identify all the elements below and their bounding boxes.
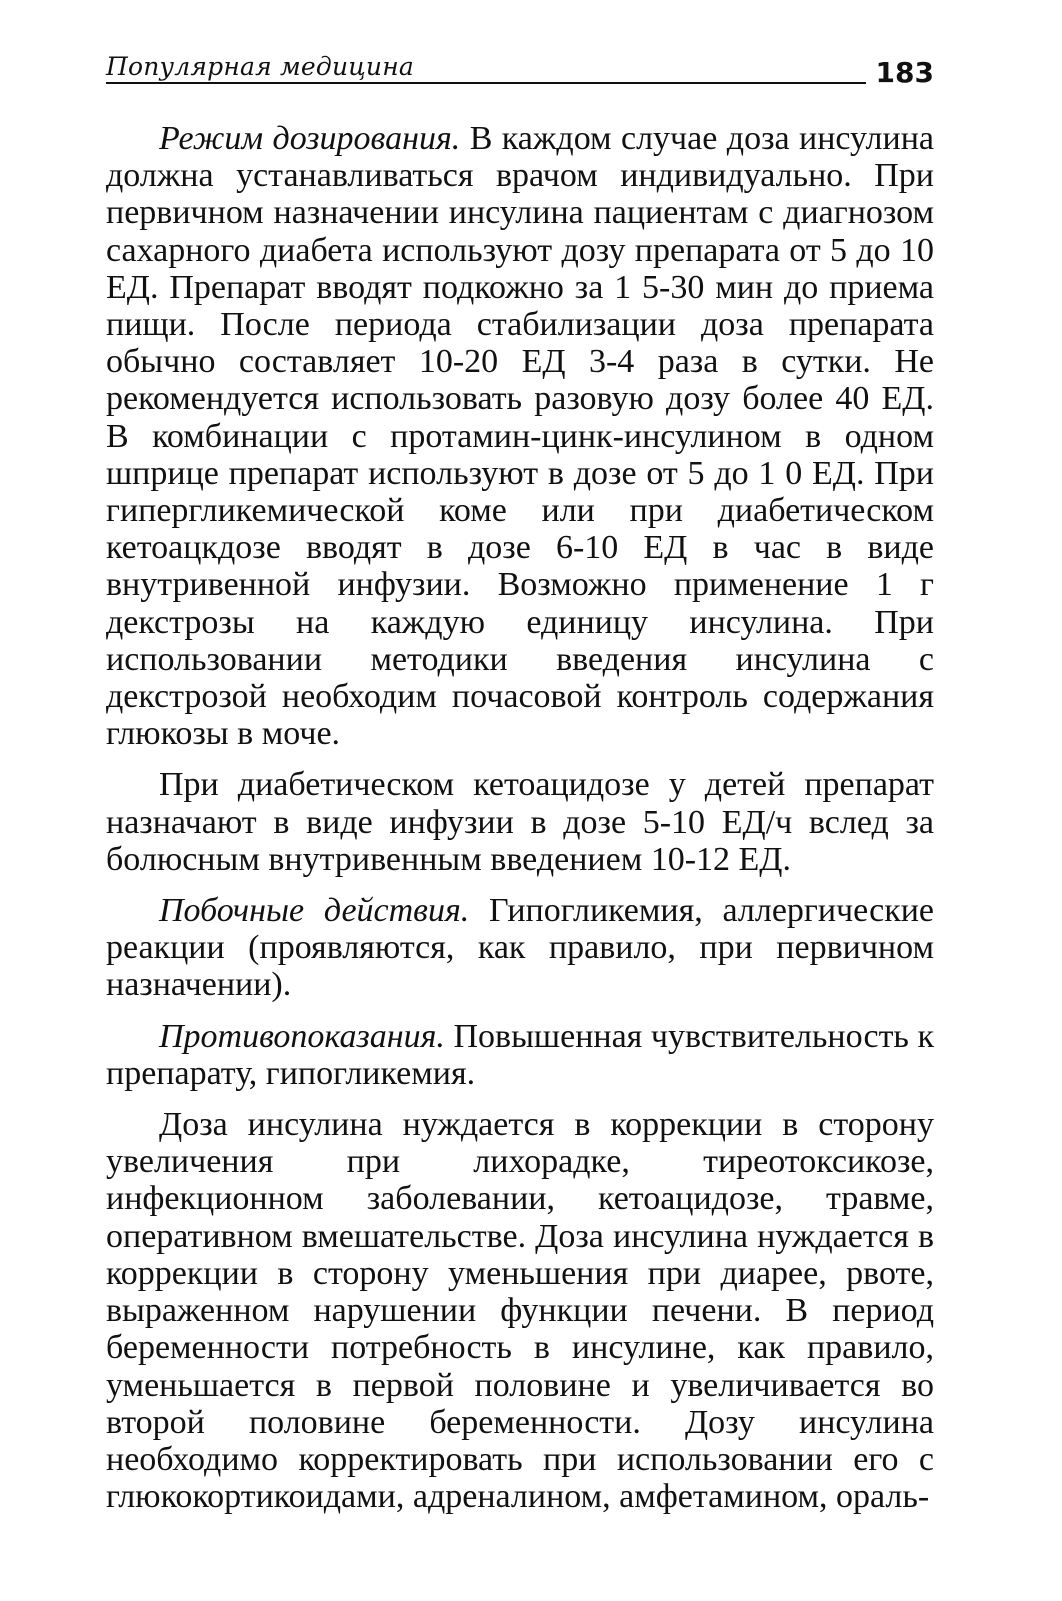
paragraph-text: Повышенная чувствительность к препарату, гипогликемия. (106, 1017, 934, 1092)
paragraph-text: При диабетическом кетоацидозе у детей препарат назначают в виде инфузии в дозе 5-10 ЕД/ч вслед за болюсным внутривенным введением 10-12 ЕД. (106, 766, 934, 878)
paragraph-side-effects (106, 892, 934, 1004)
section-heading-dosage: Режим дозирования. (159, 120, 461, 157)
paragraph-children (106, 766, 934, 878)
running-title: Популярная медицина (106, 52, 414, 81)
paragraph-contraindications (106, 1018, 934, 1092)
header-rule (106, 82, 866, 84)
paragraph-dosage (106, 120, 934, 752)
section-heading-contraindications: Противопоказания. (159, 1017, 445, 1055)
paragraph-text: Доза инсулина нуждается в коррекции в сторону увеличения при лихорадке, тиреотоксикозе, инфекционном заболевании, кетоацидозе, травме, оперативном вмешательстве. Доза инсулина нуждается в коррекции в сторону уменьшения при диарее, рвоте, выраженном нарушении функции печени. В период беременности потребность в инсулине, как правило, уменьшается в первой половине и увеличивается во второй половине беременности. Дозу инсулина необходимо корректировать при использовании его с глюкокортикоидами, адреналином, амфетамином, ораль- (106, 1106, 934, 1516)
running-head (106, 52, 934, 92)
page-number: 183 (875, 56, 934, 89)
paragraph-dose-correction (106, 1106, 934, 1515)
body-text (106, 120, 934, 1529)
section-heading-side-effects: Побочные действия. (159, 892, 470, 930)
paragraph-text: Гипогликемия, аллергические реакции (проявляются, как правило, при первичном назначении). (106, 892, 934, 1004)
paragraph-text: В каждом случае доза инсулина должна устанавливаться врачом индивидуально. При первичном назначении инсулина пациентам с диагнозом сахарного диабета используют дозу препарата от 5 до 10 ЕД. Препарат вводят подкожно за 1 5-30 мин до приема пищи. После периода стабилизации доза препарата обычно составляет 10-20 ЕД 3-4 раза в сутки. Не рекомендуется использовать разовую дозу более 40 ЕД. В комбинации с протамин-цинк-инсулином в одном шприце препарат используют в дозе от 5 до 1 0 ЕД. При гипергликемической коме или при диабетическом кетоацкдозе вводят в дозе 6-10 ЕД в час в виде внутривенной инфузии. Возможно применение 1 г декстрозы на каждую единицу инсулина. При использовании методики введения инсулина с декстрозой необходим почасовой контроль содержания глюкозы в моче. (106, 120, 935, 753)
